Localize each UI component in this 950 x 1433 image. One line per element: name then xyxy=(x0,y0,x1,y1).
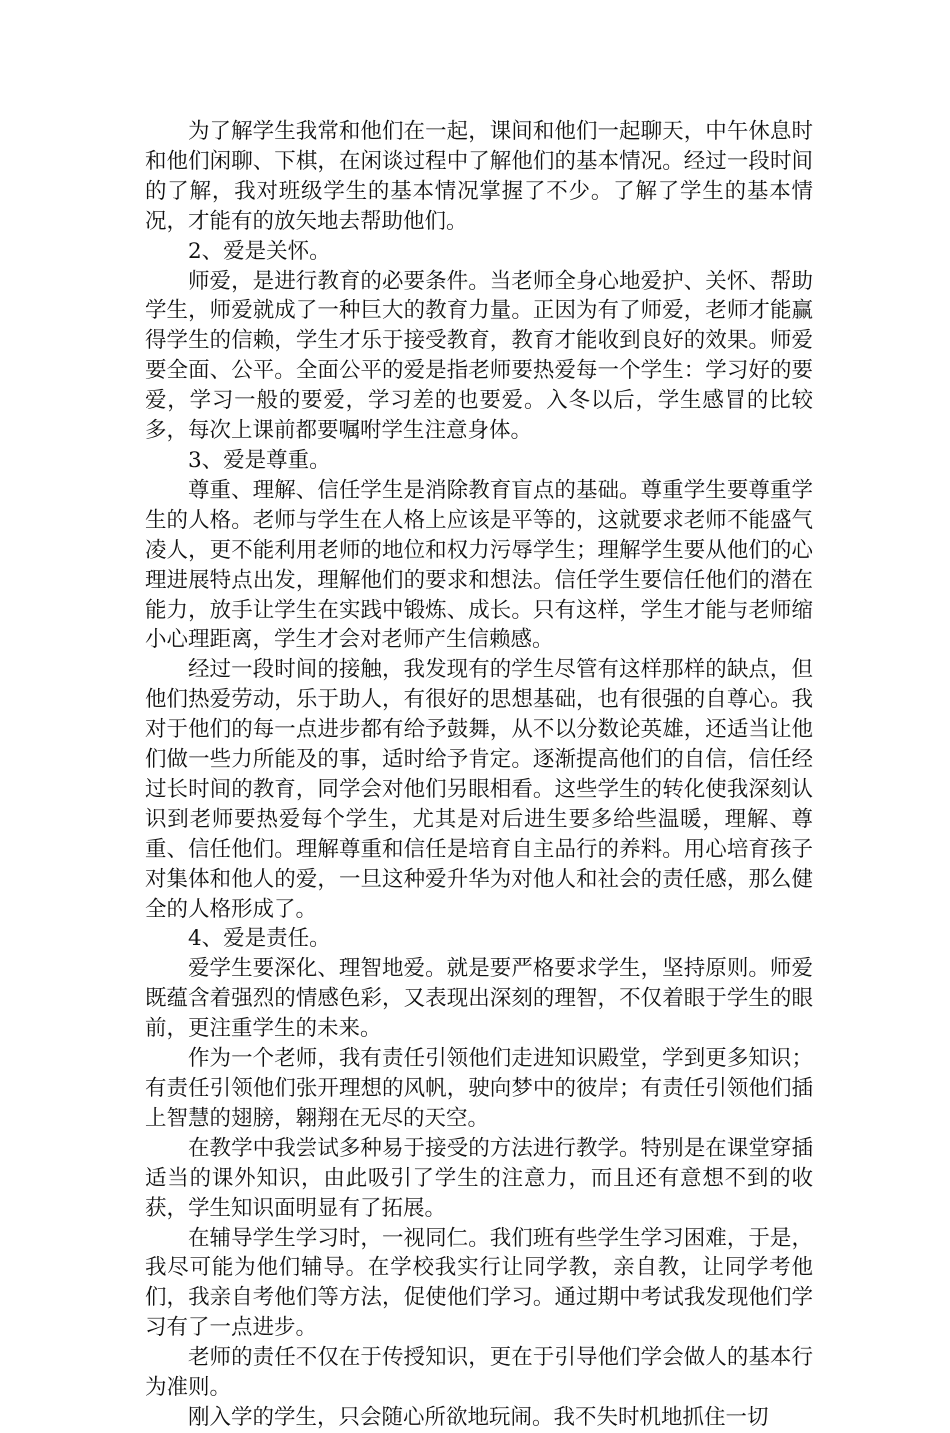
document-body xyxy=(145,117,813,1433)
paragraph-after-contact: 经过一段时间的接触，我发现有的学生尽管有这样那样的缺点，但他们热爱劳动，乐于助人，有很好的思想基础，也有很强的自尊心。我对于他们的每一点进步都有给予鼓舞，从不以分数论英雄，还适当让他们做一些力所能及的事，适时给予肯定。逐渐提高他们的自信，信任经过长时间的教育，同学会对他们另眼相看。这些学生的转化使我深刻认识到老师要热爱每个学生，尤其是对后进生要多给些温暖，理解、尊重、信任他们。理解尊重和信任是培育自主品行的养料。用心培育孩子对集体和他人的爱，一旦这种爱升华为对他人和社会的责任感，那么健全的人格形成了。 xyxy=(145,657,813,922)
paragraph-understand-students: 为了解学生我常和他们在一起，课间和他们一起聊天，中午休息时和他们闲聊、下棋，在闲谈过程中了解他们的基本情况。经过一段时间的了解，我对班级学生的基本情况掌握了不少。了解了学生的基本情况，才能有的放矢地去帮助他们。 xyxy=(145,119,813,234)
paragraph-new-students: 刚入学的学生，只会随心所欲地玩闹。我不失时机地抓住一切 xyxy=(188,1404,769,1430)
paragraph-deep-rational-love: 爱学生要深化、理智地爱。就是要严格要求学生，坚持原则。师爱既蕴含着强烈的情感色彩，又表现出深刻的理智，不仅着眼于学生的眼前，更注重学生的未来。 xyxy=(145,956,813,1042)
heading-love-is-respect: 3、爱是尊重。 xyxy=(188,447,331,473)
paragraph-teaching-methods: 在教学中我尝试多种易于接受的方法进行教学。特别是在课堂穿插适当的课外知识，由此吸引了学生的注意力，而且还有意想不到的收获，学生知识面明显有了拓展。 xyxy=(145,1135,813,1221)
heading-love-is-responsibility: 4、爱是责任。 xyxy=(188,926,331,952)
paragraph-respect-understanding-trust: 尊重、理解、信任学生是消除教育盲点的基础。尊重学生要尊重学生的人格。老师与学生在人格上应该是平等的，这就要求老师不能盛气凌人，更不能利用老师的地位和权力污辱学生；理解学生要从他们的心理进展特点出发，理解他们的要求和想法。信任学生要信任他们的潜在能力，放手让学生在实践中锻炼、成长。只有这样，学生才能与老师缩小心理距离，学生才会对老师产生信赖感。 xyxy=(145,477,813,653)
heading-love-is-care: 2、爱是关怀。 xyxy=(188,238,331,264)
paragraph-as-a-teacher: 作为一个老师，我有责任引领他们走进知识殿堂，学到更多知识；有责任引领他们张开理想的风帆，驶向梦中的彼岸；有责任引领他们插上智慧的翅膀，翱翔在无尽的天空。 xyxy=(145,1046,813,1131)
paragraph-tutoring: 在辅导学生学习时，一视同仁。我们班有些学生学习困难，于是，我尽可能为他们辅导。在学校我实行让同学教，亲自教，让同学考他们，我亲自考他们等方法，促使他们学习。通过期中考试我发现他们学习有了一点进步。 xyxy=(145,1225,813,1341)
paragraph-teacher-love: 师爱，是进行教育的必要条件。当老师全身心地爱护、关怀、帮助学生，师爱就成了一种巨大的教育力量。正因为有了师爱，老师才能赢得学生的信赖，学生才乐于接受教育，教育才能收到良好的效果。师爱要全面、公平。全面公平的爱是指老师要热爱每一个学生：学习好的要爱，学习一般的要爱，学习差的也要爱。入冬以后，学生感冒的比较多，每次上课前都要嘱咐学生注意身体。 xyxy=(145,268,813,444)
paragraph-teacher-responsibility: 老师的责任不仅在于传授知识，更在于引导他们学会做人的基本行为准则。 xyxy=(145,1345,813,1401)
